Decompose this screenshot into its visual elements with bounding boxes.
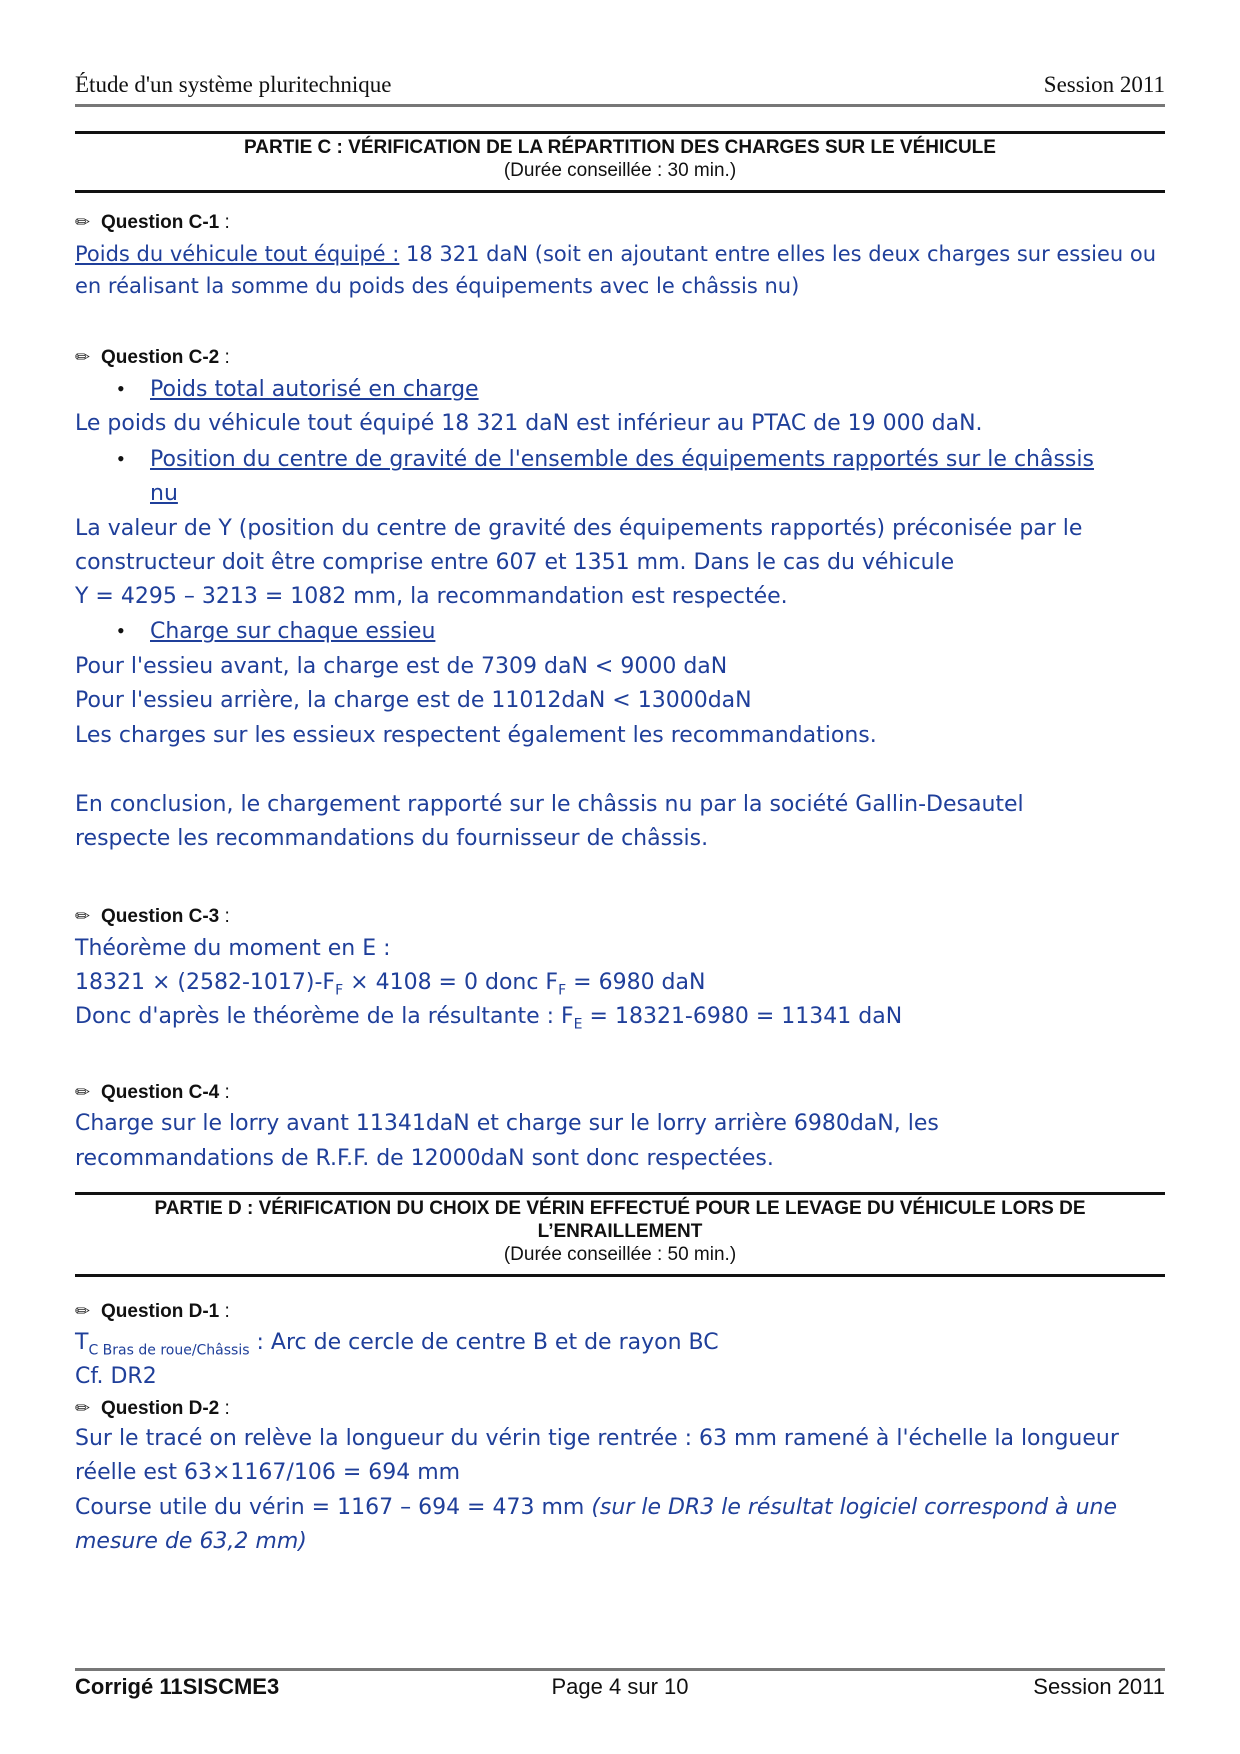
answer-c3-line1: Théorème du moment en E : — [75, 936, 391, 961]
bullet-dot: • — [117, 618, 125, 643]
pencil-icon: ✏ — [75, 1301, 91, 1321]
answer-c3-line3: Donc d'après le théorème de la résultante : $F_E = 18321-6980 = 11341$ daN — [75, 1004, 903, 1033]
footer-page-number: Page 4 sur 10 — [551, 1674, 689, 1699]
answer-d1-line1: $T_{C Bras de roue/Châssis}$ : Arc de cercle de centre B et de rayon BC — [75, 1330, 719, 1359]
answer-c2-text3-line2: Pour l'essieu arrière, la charge est de 11012daN < 13000daN — [75, 688, 752, 713]
pencil-icon: ✏ — [75, 1082, 91, 1102]
part-d-duration: (Durée conseillée : 50 min.) — [503, 1244, 737, 1265]
pencil-icon: ✏ — [75, 906, 91, 926]
page-footer — [75, 1674, 1165, 1704]
answer-c2-bullet3: Charge sur chaque essieu — [150, 619, 436, 644]
header-session: Session 2011 — [1043, 72, 1165, 97]
question-d1-label: ✏ Question D-1 : — [75, 1301, 230, 1322]
answer-c3-line2: $18321 \times (2582-1017)-F_F \times 4108 = 0$ donc $F_F = 6980$ daN — [75, 970, 706, 999]
footer-reference: Corrigé 11SISCME3 — [75, 1674, 280, 1699]
header-title: Étude d'un système pluritechnique — [75, 72, 392, 97]
part-c-title: PARTIE C : VÉRIFICATION DE LA RÉPARTITION DES CHARGES SUR LE VÉHICULE — [244, 137, 996, 158]
pencil-icon: ✏ — [75, 347, 91, 367]
part-d-title-line2: L’ENRAILLEMENT — [537, 1221, 703, 1242]
part-d-title-line1: PARTIE D : VÉRIFICATION DU CHOIX DE VÉRIN EFFECTUÉ POUR LE LEVAGE DU VÉHICULE LORS DE — [154, 1198, 1086, 1219]
answer-c2-bullet2-line2: nu — [150, 481, 178, 506]
answer-c2-conclusion-line2: respecte les recommandations du fournisseur de châssis. — [75, 826, 709, 851]
answer-d2-line1: Sur le tracé on relève la longueur du vérin tige rentrée : 63 mm ramené à l'échelle la longueur — [75, 1426, 1119, 1451]
answer-c2-text2-line2: constructeur doit être comprise entre 607 et 1351 mm. Dans le cas du véhicule — [75, 550, 955, 575]
part-d-heading — [75, 1192, 1165, 1277]
answer-d2-line2: réelle est 63×1167/106 = 694 mm — [75, 1460, 461, 1485]
answer-c2-text2-line3: Y = 4295 – 3213 = 1082 mm, la recommandation est respectée. — [75, 584, 788, 609]
answer-c2-text2-line1: La valeur de Y (position du centre de gravité des équipements rapportés) préconisée par le — [75, 516, 1083, 541]
bullet-dot: • — [117, 446, 125, 471]
part-c-heading — [75, 131, 1165, 193]
answer-d1-line2: Cf. DR2 — [75, 1364, 157, 1389]
question-d2-label: ✏ Question D-2 : — [75, 1398, 230, 1419]
answer-c2-text1: Le poids du véhicule tout équipé 18 321 daN est inférieur au PTAC de 19 000 daN. — [75, 411, 983, 436]
answer-c4-line2: recommandations de R.F.F. de 12000daN sont donc respectées. — [75, 1146, 774, 1171]
question-c1-label: ✏ Question C-1 : — [75, 212, 230, 233]
answer-c2-bullet2-line1: Position du centre de gravité de l'ensemble des équipements rapportés sur le châssis — [150, 447, 1094, 472]
answer-d2-line3: Course utile du vérin = 1167 – 694 = 473 mm (sur le DR3 le résultat logiciel correspond à une — [75, 1495, 1118, 1520]
answer-c2-bullet1: Poids total autorisé en charge — [150, 377, 479, 402]
answer-c4-line1: Charge sur le lorry avant 11341daN et charge sur le lorry arrière 6980daN, les — [75, 1111, 939, 1136]
answer-c2-text3-line3: Les charges sur les essieux respectent également les recommandations. — [75, 723, 877, 748]
question-c2-label: ✏ Question C-2 : — [75, 347, 230, 368]
footer-session: Session 2011 — [1033, 1674, 1165, 1699]
question-c3-label: ✏ Question C-3 : — [75, 906, 230, 927]
bullet-dot: • — [117, 376, 125, 401]
pencil-icon: ✏ — [75, 1398, 91, 1418]
footer-divider — [75, 1668, 1165, 1671]
question-c4-label: ✏ Question C-4 : — [75, 1082, 230, 1103]
answer-c1-line2: en réalisant la somme du poids des équipements avec le châssis nu) — [75, 274, 800, 298]
answer-c2-text3-line1: Pour l'essieu avant, la charge est de 7309 daN < 9000 daN — [75, 654, 728, 679]
answer-c2-conclusion-line1: En conclusion, le chargement rapporté sur le châssis nu par la société Gallin-Desautel — [75, 792, 1024, 817]
pencil-icon: ✏ — [75, 212, 91, 232]
header-divider — [75, 104, 1165, 107]
answer-c1-line1: Poids du véhicule tout équipé : 18 321 daN (soit en ajoutant entre elles les deux charges sur essieu ou — [75, 242, 1157, 266]
page-header — [75, 72, 1165, 104]
answer-d2-line4: mesure de 63,2 mm) — [75, 1529, 307, 1554]
part-c-duration: (Durée conseillée : 30 min.) — [503, 160, 737, 181]
